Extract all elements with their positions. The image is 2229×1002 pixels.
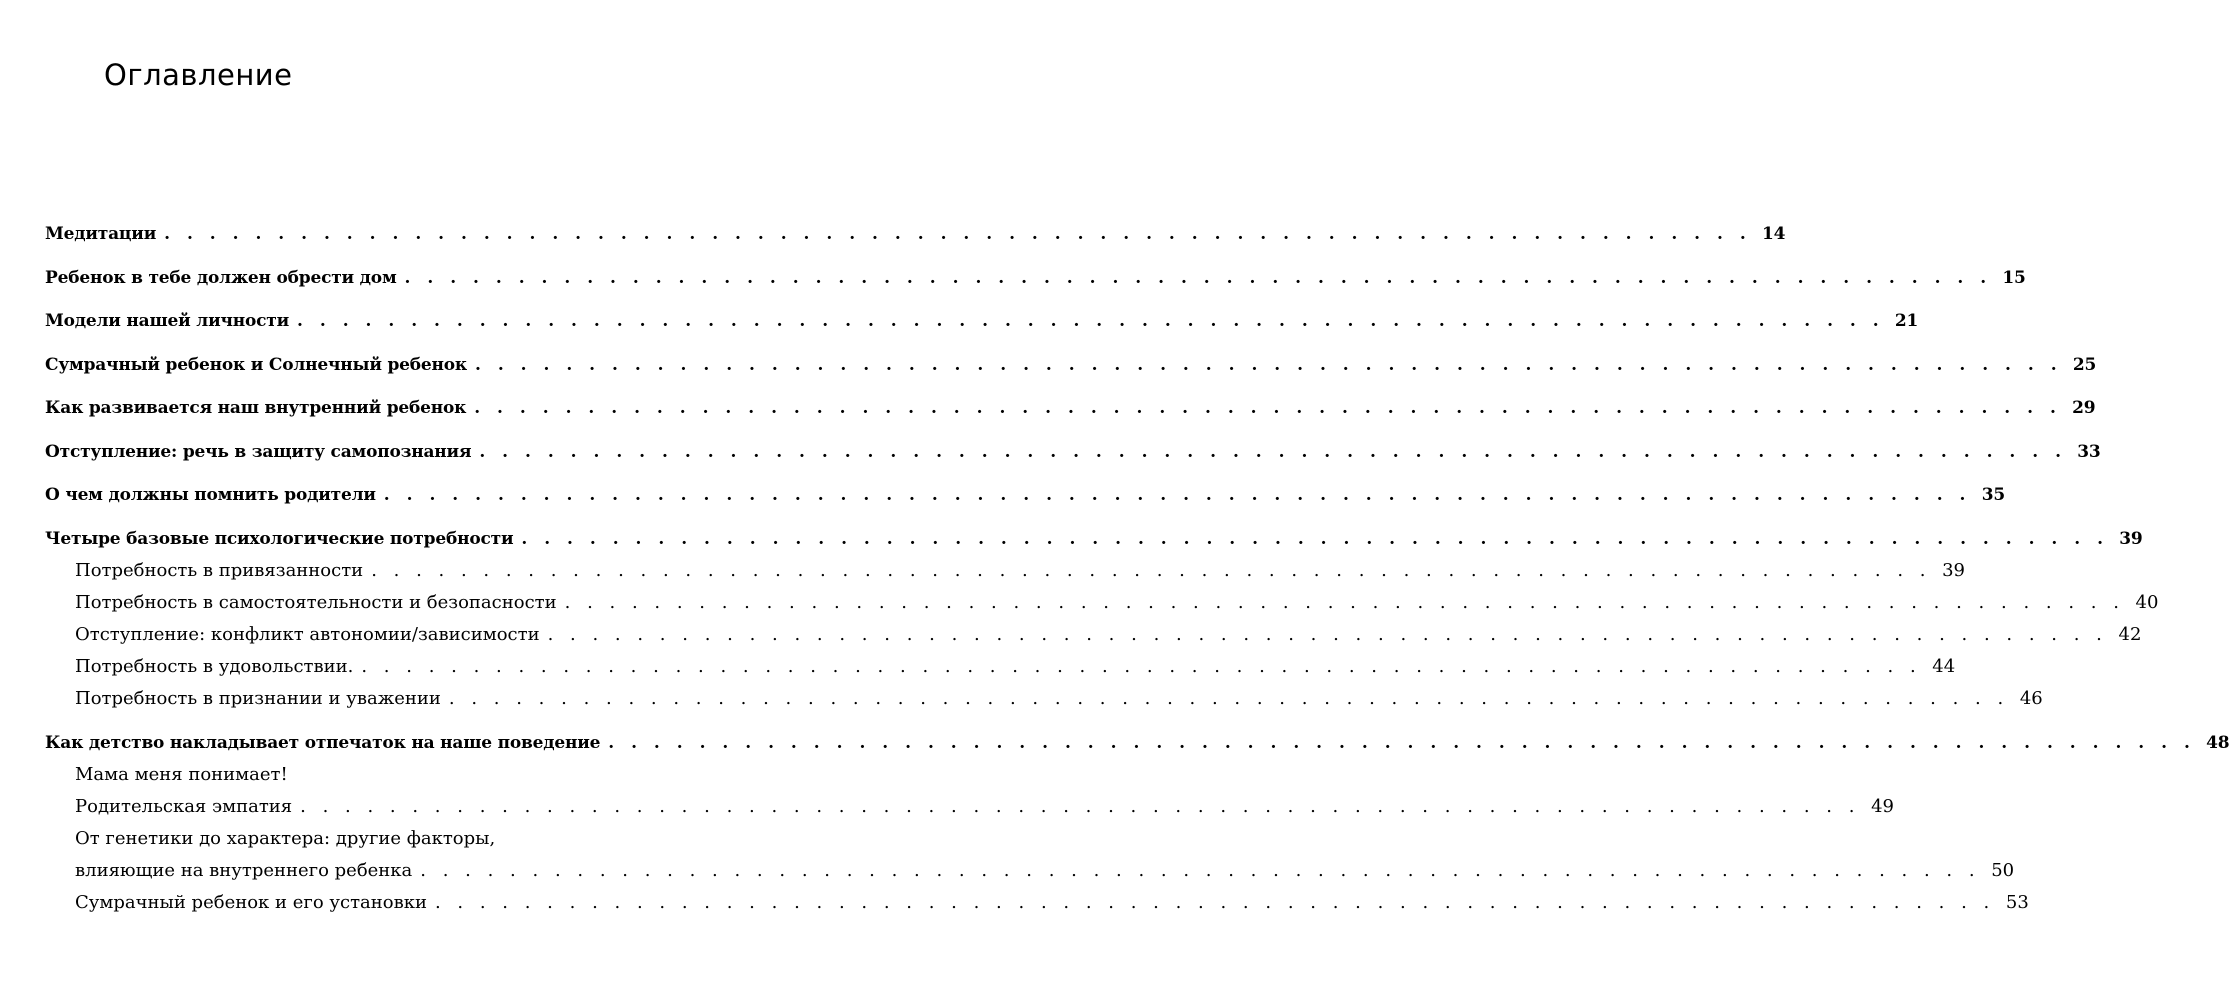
toc-entry-page: 29 [2072,398,2096,418]
toc-entry-page: 49 [1871,795,1894,817]
toc-entry-title: влияющие на внутреннего ребенка [75,859,413,881]
toc-entry-page: 50 [1991,859,2015,881]
toc-entry-page: 15 [2002,267,2026,288]
toc-entry-title: Потребность в самостоятельности и безопасности [75,591,557,613]
dot-leader: . . . . . . . . . . . . . . . . . . . . . . . . . . . . . . . . . . . . . . . . . . . . . . . . . . . . . . . . . . . . . . . . . . . . . . [608,732,2196,753]
dot-leader: . . . . . . . . . . . . . . . . . . . . . . . . . . . . . . . . . . . . . . . . . . . . . . . . . . . . . . . . . . . . . . . . . . . . . . [434,891,1995,913]
toc-entry-parents[interactable] [45,479,2005,511]
table-of-contents [45,218,2229,919]
toc-entry-home[interactable] [45,262,2026,294]
toc-entry-page: 25 [2072,354,2097,375]
toc-entry-basic-needs[interactable] [45,523,2143,555]
toc-entry-title: Четыре базовые психологические потребности [45,528,514,549]
toc-entry-meditations[interactable] [45,218,1786,250]
toc-entry-page: 40 [2135,591,2159,613]
toc-entry-page: 44 [1932,655,1956,677]
dot-leader: . . . . . . . . . . . . . . . . . . . . . . . . . . . . . . . . . . . . . . . . . . . . . . . . . . . . . . . . . . . . . . . . . . . . . . [164,224,1752,244]
toc-subentry-autonomy-safety[interactable] [45,587,2159,619]
toc-entry-inner-child-development[interactable] [45,392,2096,424]
toc-entry-title: Потребность в привязанности [75,559,364,581]
dot-leader: . . . . . . . . . . . . . . . . . . . . . . . . . . . . . . . . . . . . . . . . . . . . . . . . . . . . . . . . . . . . . . . . . . . . . . [479,441,2067,462]
toc-entry-personality-models[interactable] [45,305,1919,337]
dot-leader: . . . . . . . . . . . . . . . . . . . . . . . . . . . . . . . . . . . . . . . . . . . . . . . . . . . . . . . . . . . . . . . . . . . . . . [371,559,1932,581]
toc-entry-title: Родительская эмпатия [75,795,293,817]
dot-leader: . . . . . . . . . . . . . . . . . . . . . . . . . . . . . . . . . . . . . . . . . . . . . . . . . . . . . . . . . . . . . . . . . . . . . . [448,687,2009,709]
dot-leader: . . . . . . . . . . . . . . . . . . . . . . . . . . . . . . . . . . . . . . . . . . . . . . . . . . . . . . . . . . . . . . . . . . . . . . [383,485,1971,505]
toc-entry-page: 33 [2077,441,2101,462]
toc-subentry-mom-understands[interactable] [45,759,677,791]
dot-leader: . . . . . . . . . . . . . . . . . . . . . . . . . . . . . . . . . . . . . . . . . . . . . . . . . . . . . . . . . . . . . . . . . . . . . . [564,591,2125,613]
toc-entry-page: 14 [1762,224,1786,244]
toc-entry-title: Медитации [45,224,157,244]
toc-entry-self-knowledge[interactable] [45,436,2101,468]
toc-entry-title: Модели нашей личности [45,311,290,331]
toc-entry-childhood-imprint[interactable] [45,727,2229,759]
toc-entry-page: 48 [2206,732,2229,753]
toc-entry-title: От генетики до характера: другие факторы, [75,827,496,849]
toc-subentry-shadow-child-beliefs[interactable] [45,887,2029,919]
dot-leader: . . . . . . . . . . . . . . . . . . . . . . . . . . . . . . . . . . . . . . . . . . . . . . . . . . . . . . . . . . . . . . . . . . . . . . [300,795,1860,817]
dot-leader: . . . . . . . . . . . . . . . . . . . . . . . . . . . . . . . . . . . . . . . . . . . . . . . . . . . . . . . . . . . . . . . . . . . . . . [361,655,1922,677]
page-title: Оглавление [104,58,293,92]
toc-entry-page: 53 [2005,891,2029,913]
dot-leader: . . . . . . . . . . . . . . . . . . . . . . . . . . . . . . . . . . . . . . . . . . . . . . . . . . . . . . . . . . . . . . . . . . . . . . [547,623,2108,645]
toc-subentry-genetics-line1[interactable] [45,823,677,855]
toc-subentry-pleasure[interactable] [45,651,1956,683]
toc-subentry-attachment[interactable] [45,555,1966,587]
dot-leader: . . . . . . . . . . . . . . . . . . . . . . . . . . . . . . . . . . . . . . . . . . . . . . . . . . . . . . . . . . . . . . . . . . . . . . [521,528,2109,549]
toc-entry-title: Мама меня понимает! [75,763,288,785]
toc-subentry-autonomy-conflict[interactable] [45,619,2142,651]
toc-entry-title: Ребенок в тебе должен обрести дом [45,267,397,288]
toc-entry-page: 39 [1942,559,1966,581]
toc-entry-page: 35 [1981,485,2005,505]
toc-entry-page: 39 [2119,528,2143,549]
toc-entry-shadow-sun-child[interactable] [45,349,2097,381]
toc-entry-title: О чем должны помнить родители [45,485,376,505]
toc-entry-title: Как развивается наш внутренний ребенок [45,398,467,418]
toc-subentry-recognition[interactable] [45,683,2043,715]
toc-entry-title: Как детство накладывает отпечаток на наше поведение [45,732,601,753]
dot-leader: . . . . . . . . . . . . . . . . . . . . . . . . . . . . . . . . . . . . . . . . . . . . . . . . . . . . . . . . . . . . . . . . . . . . . . [474,354,2063,375]
toc-entry-title: Сумрачный ребенок и его установки [75,891,427,913]
toc-entry-title: Сумрачный ребенок и Солнечный ребенок [45,354,467,375]
toc-entry-title: Отступление: речь в защиту самопознания [45,441,472,462]
toc-entry-title: Потребность в удовольствии. [75,655,354,677]
toc-entry-page: 21 [1894,311,1919,331]
toc-entry-title: Отступление: конфликт автономии/зависимости [75,623,540,645]
toc-subentry-parental-empathy[interactable] [45,791,1894,823]
toc-entry-page: 42 [2118,623,2142,645]
dot-leader: . . . . . . . . . . . . . . . . . . . . . . . . . . . . . . . . . . . . . . . . . . . . . . . . . . . . . . . . . . . . . . . . . . . . . . [297,311,1885,331]
toc-entry-page: 46 [2019,687,2043,709]
dot-leader: . . . . . . . . . . . . . . . . . . . . . . . . . . . . . . . . . . . . . . . . . . . . . . . . . . . . . . . . . . . . . . . . . . . . . . [474,398,2062,418]
dot-leader: . . . . . . . . . . . . . . . . . . . . . . . . . . . . . . . . . . . . . . . . . . . . . . . . . . . . . . . . . . . . . . . . . . . . . . [420,859,1981,881]
toc-entry-title: Потребность в признании и уважении [75,687,441,709]
dot-leader: . . . . . . . . . . . . . . . . . . . . . . . . . . . . . . . . . . . . . . . . . . . . . . . . . . . . . . . . . . . . . . . . . . . . . . [404,267,1992,288]
toc-subentry-genetics-line2[interactable] [45,855,2015,887]
